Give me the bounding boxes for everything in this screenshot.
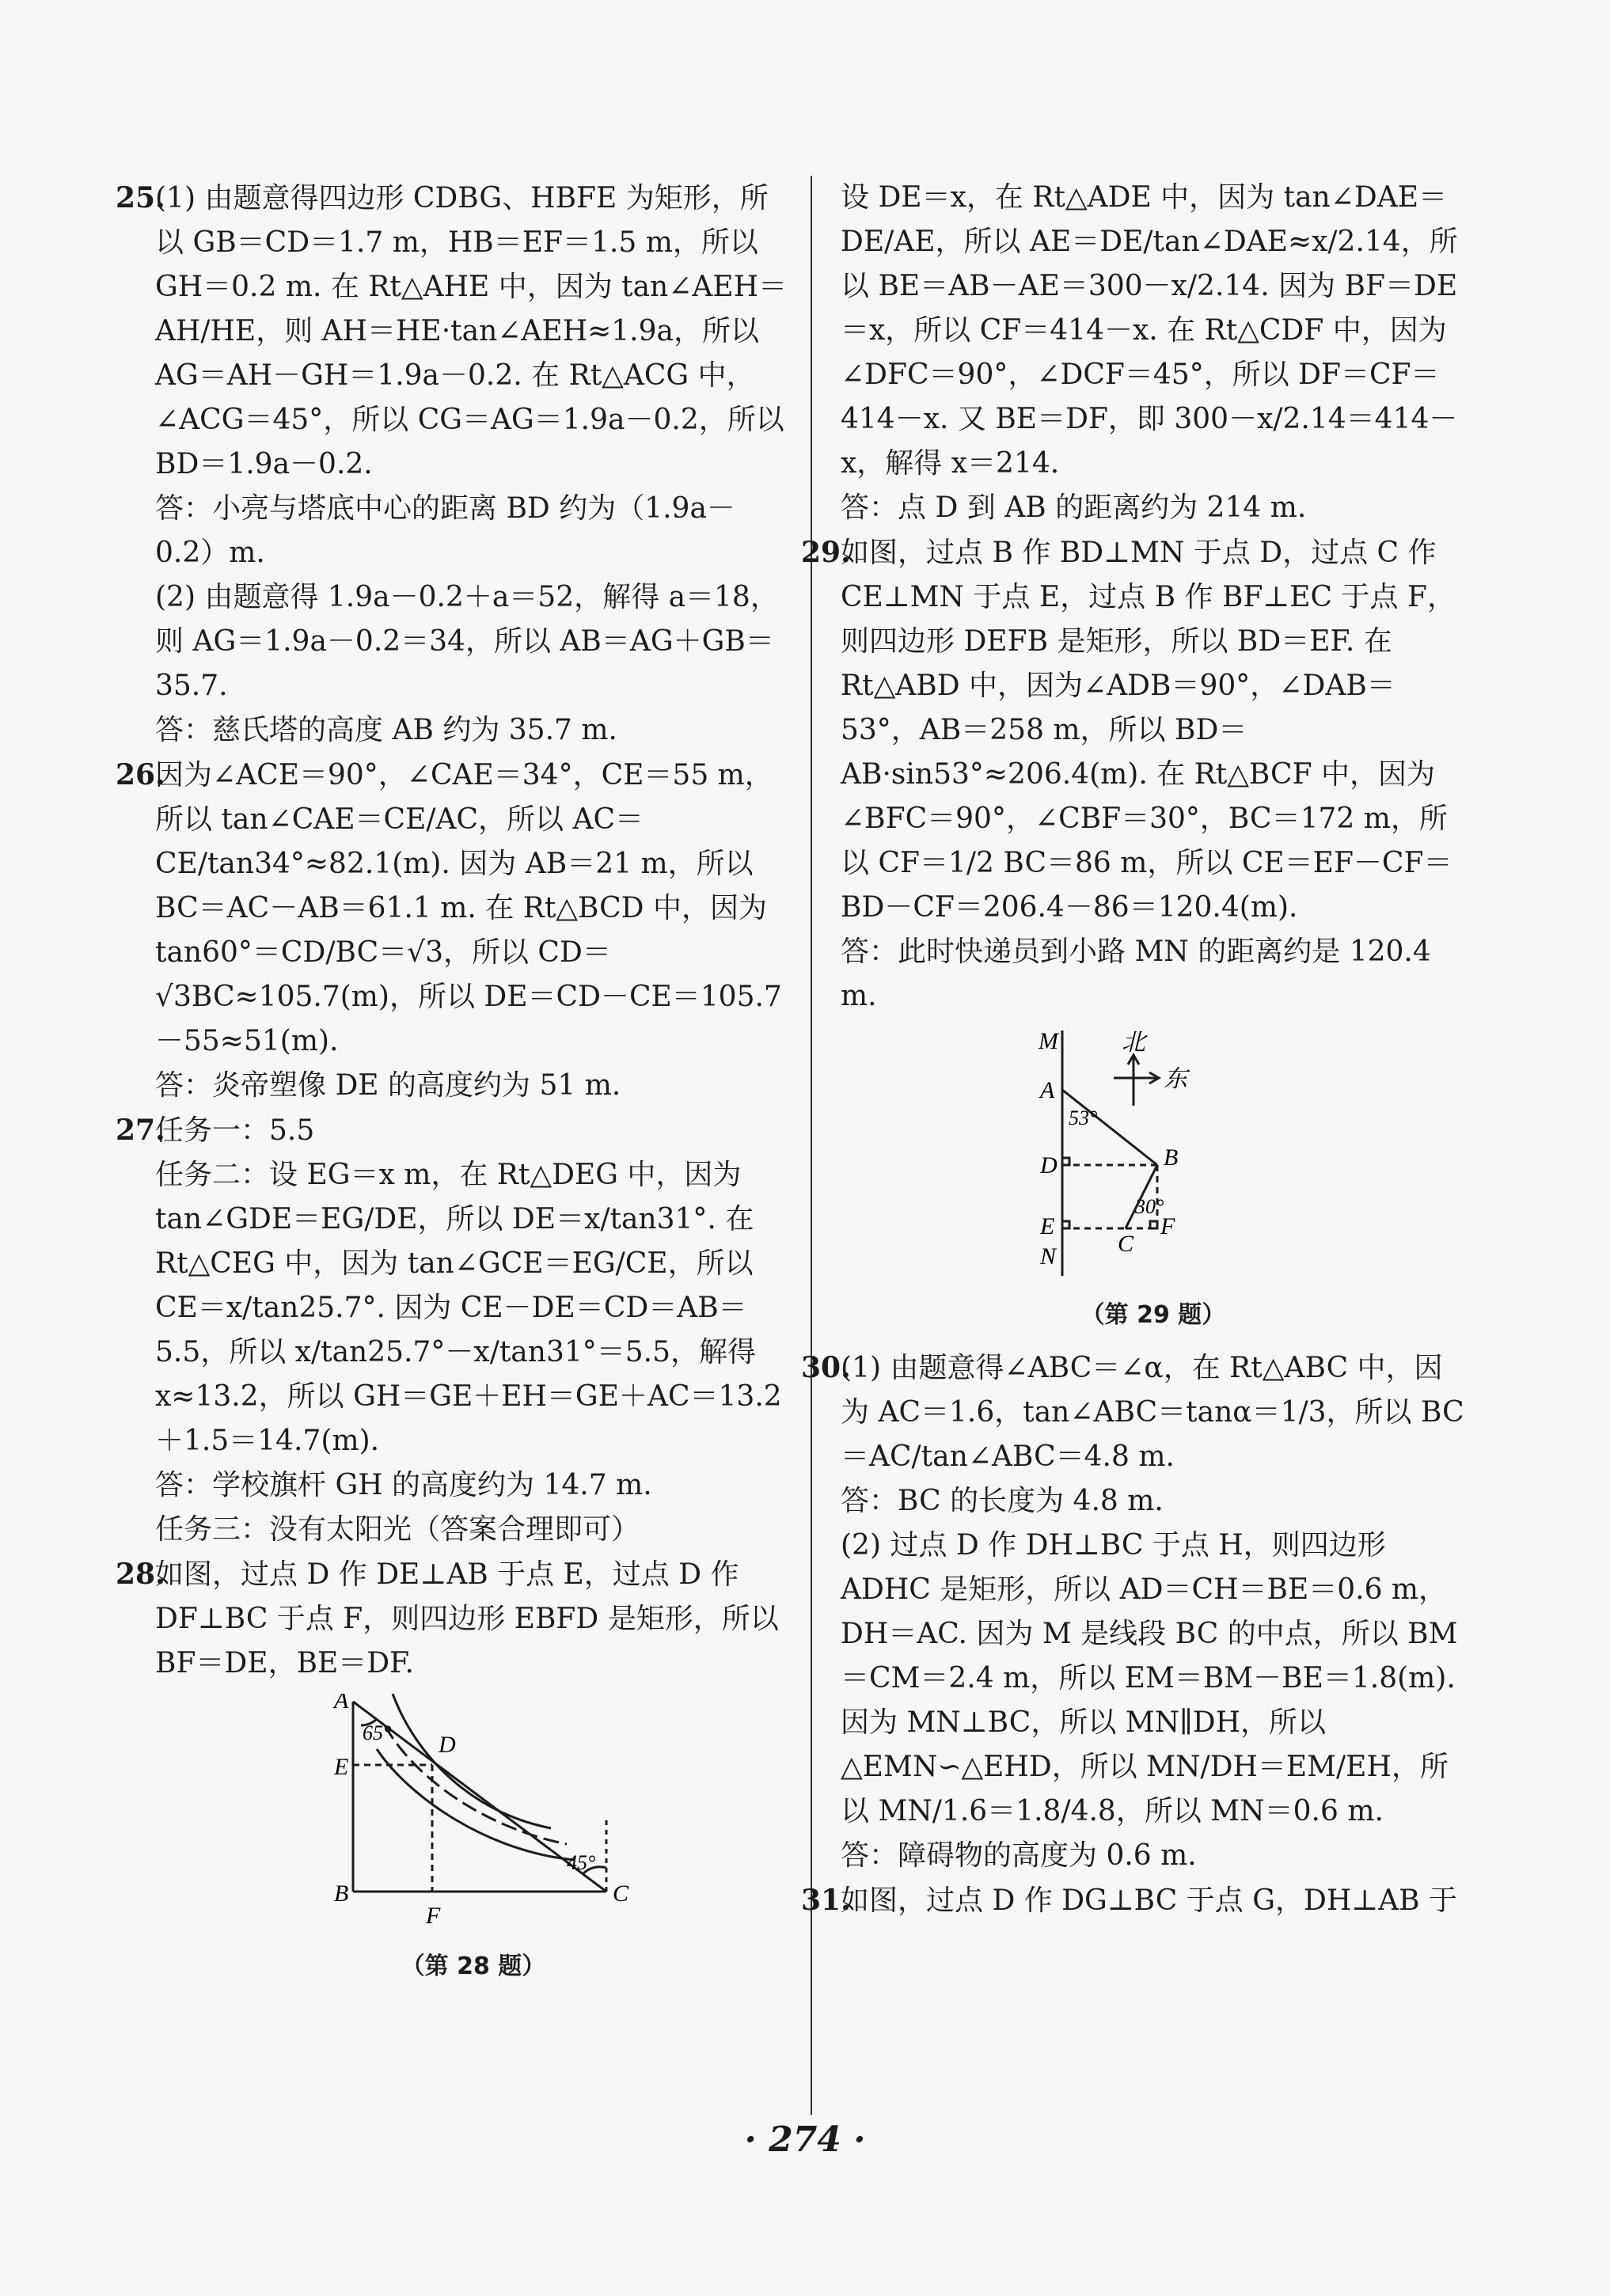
question-number: 26. xyxy=(116,758,165,791)
question-25 xyxy=(116,176,794,753)
fig29-label-53: 53° xyxy=(1069,1106,1098,1129)
question-28 xyxy=(116,1552,792,1686)
fig29-label-east: 东 xyxy=(1164,1066,1187,1092)
figure-29-caption: （第 29 题） xyxy=(1080,1301,1226,1329)
q30-line-2: 答：BC 的长度为 4.8 m. xyxy=(841,1485,1164,1517)
figure-29 xyxy=(841,1027,1466,1338)
q28-cont-line-2: 答：点 D 到 AB 的距离约为 214 m. xyxy=(841,491,1307,524)
q27-line-4: 任务三：没有太阳光（答案合理即可） xyxy=(155,1513,640,1546)
fig28-label-A: A xyxy=(334,1694,349,1713)
fig29-label-A: A xyxy=(1040,1077,1055,1103)
question-number: 28. xyxy=(116,1558,165,1591)
page-number: · 274 · xyxy=(744,2120,866,2160)
q26-line-1: 因为∠ACE＝90°，∠CAE＝34°，CE＝55 m，所以 tan∠CAE＝CE/AC，所以 AC＝CE/tan34°≈82.1(m). 因为 AB＝21 m，所以 BC＝AC－AB＝61.1 m. 在 Rt△BCD 中，因为 tan60°＝CD/BC＝√3，所以 CD＝√3BC≈105.7(m)，所以 DE＝CD－CE＝105.7－55≈51(m). xyxy=(155,759,782,1057)
fig29-label-M: M xyxy=(1039,1028,1058,1054)
q29-line-1: 如图，过点 B 作 BD⊥MN 于点 D，过点 C 作 CE⊥MN 于点 E，过点 B 作 BF⊥EC 于点 F，则四边形 DEFB 是矩形，所以 BD＝EF. 在 Rt△ABD 中，因为∠ADB＝90°，∠DAB＝53°，AB＝258 m，所以 BD＝AB·sin53°≈206.4(m). 在 Rt△BCF 中，因为∠BFC＝90°，∠CBF＝30°，BC＝172 m，所以 CF＝1/2 BC＝86 m，所以 CE＝EF－CF＝BD－CF＝206.4－86＝120.4(m). xyxy=(841,537,1456,924)
fig28-label-65: 65° xyxy=(363,1721,392,1744)
right-column xyxy=(801,176,1466,1923)
question-number: 31. xyxy=(801,1884,851,1917)
figure-28-diagram xyxy=(155,1694,792,1931)
fig28-label-C: C xyxy=(613,1880,629,1907)
fig29-label-D: D xyxy=(1040,1152,1058,1178)
question-number: 25. xyxy=(116,181,165,214)
question-number: 29. xyxy=(801,536,851,569)
fig29-label-B: B xyxy=(1164,1144,1179,1171)
question-31 xyxy=(801,1878,1466,1923)
column-divider xyxy=(811,176,812,2115)
question-number: 30. xyxy=(801,1351,851,1384)
q27-line-2: 任务二：设 EG＝x m，在 Rt△DEG 中，因为 tan∠GDE＝EG/DE，所以 DE＝x/tan31°. 在 Rt△CEG 中，因为 tan∠GCE＝EG/CE，所以 CE＝x/tan25.7°. 因为 CE－DE＝CD＝AB＝5.5，所以 x/tan25.7°－x/tan31°＝5.5，解得 x≈13.2，所以 GH＝GE＋EH＝GE＋AC＝13.2＋1.5＝14.7(m). xyxy=(155,1159,782,1457)
q30-line-3: (2) 过点 D 作 DH⊥BC 于点 H，则四边形 ADHC 是矩形，所以 AD＝CH＝BE＝0.6 m，DH＝AC. 因为 M 是线段 BC 的中点，所以 BM＝CM＝2.4 m，所以 EM＝BM－BE＝1.8(m). 因为 MN⊥BC，所以 MN∥DH，所以△EMN∽△EHD，所以 MN/DH＝EM/EH，所以 MN/1.6＝1.8/4.8，所以 MN＝0.6 m. xyxy=(841,1529,1465,1827)
question-30 xyxy=(801,1345,1466,1878)
question-28-continued xyxy=(841,176,1466,530)
q25-line-3: (2) 由题意得 1.9a－0.2＋a＝52，解得 a＝18，则 AG＝1.9a－0.2＝34，所以 AB＝AG＋GB＝35.7. xyxy=(155,581,779,702)
q25-line-2: 答：小亮与塔底中心的距离 BD 约为（1.9a－0.2）m. xyxy=(155,492,735,569)
q30-line-1: (1) 由题意得∠ABC＝∠α，在 Rt△ABC 中，因为 AC＝1.6，tan∠ABC＝tanα＝1/3，所以 BC＝AC/tan∠ABC＝4.8 m. xyxy=(841,1352,1464,1473)
fig29-label-30: 30° xyxy=(1135,1195,1164,1218)
fig29-label-E: E xyxy=(1040,1213,1055,1239)
fig29-label-N: N xyxy=(1040,1243,1057,1269)
q28-cont-line-1: 设 DE＝x，在 Rt△ADE 中，因为 tan∠DAE＝DE/AE，所以 AE＝DE/tan∠DAE≈x/2.14，所以 BE＝AB－AE＝300－x/2.14. 因为 BF＝DE＝x，所以 CF＝414－x. 在 Rt△CDF 中，因为∠DFC＝90°，∠DCF＝45°，所以 DF＝CF＝414－x. 又 BE＝DF，即 300－x/2.14＝414－x，解得 x＝214. xyxy=(841,181,1458,480)
q26-line-2: 答：炎帝塑像 DE 的高度约为 51 m. xyxy=(155,1069,621,1102)
fig28-label-B: B xyxy=(334,1880,349,1907)
figure-29-diagram xyxy=(841,1027,1466,1280)
question-26 xyxy=(116,753,792,1108)
question-number: 27. xyxy=(116,1114,165,1147)
q29-line-2: 答：此时快递员到小路 MN 的距离约是 120.4 m. xyxy=(841,935,1441,1012)
figure-28 xyxy=(155,1694,792,1989)
q30-line-4: 答：障碍物的高度为 0.6 m. xyxy=(841,1839,1197,1872)
fig28-label-45: 45° xyxy=(567,1851,596,1874)
left-column xyxy=(116,176,794,1997)
fig28-label-E: E xyxy=(334,1754,349,1780)
fig29-label-F: F xyxy=(1160,1213,1175,1239)
q27-line-1: 任务一：5.5 xyxy=(155,1114,315,1147)
q27-line-3: 答：学校旗杆 GH 的高度约为 14.7 m. xyxy=(155,1469,652,1501)
fig28-label-D: D xyxy=(439,1732,456,1758)
figure-28-caption: （第 28 题） xyxy=(401,1953,546,1980)
q25-line-4: 答：慈氏塔的高度 AB 约为 35.7 m. xyxy=(155,714,617,746)
question-29 xyxy=(801,530,1466,1019)
fig28-label-F: F xyxy=(426,1903,441,1929)
q28-line-1: 如图，过点 D 作 DE⊥AB 于点 E，过点 D 作 DF⊥BC 于点 F，则四边形 EBFD 是矩形，所以 BF＝DE，BE＝DF. xyxy=(155,1558,788,1679)
fig29-label-north: 北 xyxy=(1122,1030,1145,1056)
q31-line-1: 如图，过点 D 作 DG⊥BC 于点 G，DH⊥AB 于 xyxy=(841,1884,1457,1917)
fig29-label-C: C xyxy=(1118,1231,1134,1257)
q25-line-1: (1) 由题意得四边形 CDBG、HBFE 为矩形，所以 GB＝CD＝1.7 m，HB＝EF＝1.5 m，所以 GH＝0.2 m. 在 Rt△AHE 中，因为 tan∠AEH＝AH/HE，则 AH＝HE·tan∠AEH≈1.9a，所以 AG＝AH－GH＝1.9a－0.2. 在 Rt△ACG 中，∠ACG＝45°，所以 CG＝AG＝1.9a－0.2，所以 BD＝1.9a－0.2. xyxy=(155,182,794,480)
question-27 xyxy=(116,1108,792,1552)
